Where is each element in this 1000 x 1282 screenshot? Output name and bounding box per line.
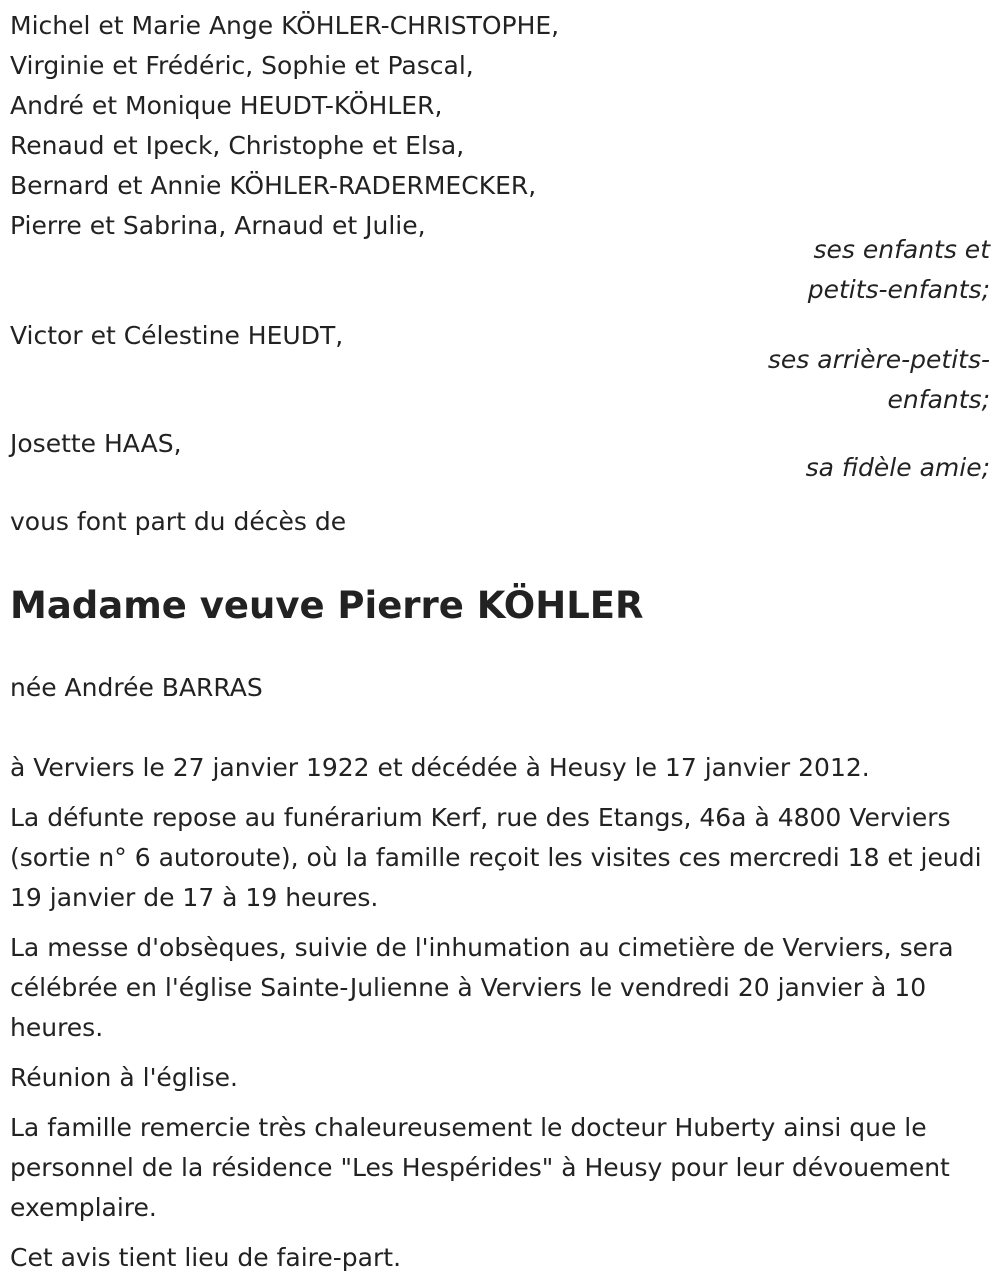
- family-line: Bernard et Annie KÖHLER-RADERMECKER,: [10, 171, 537, 200]
- role-line: ses enfants et: [813, 235, 990, 264]
- paragraph-dates: à Verviers le 27 janvier 1922 et décédée à Heusy le 17 janvier 2012.: [10, 753, 870, 782]
- role-line: sa fidèle amie;: [805, 453, 990, 482]
- obituary-notice: [10, 6, 990, 1278]
- paragraph-meeting: Réunion à l'église.: [10, 1063, 238, 1092]
- paragraph-thanks: La famille remercie très chaleureusement le docteur Huberty ainsi que le personnel de la résidence "Les Hespérides" à Heusy pour leur dévouement exemplaire.: [10, 1113, 950, 1222]
- family-line: Pierre et Sabrina, Arnaud et Julie,: [10, 211, 426, 240]
- body-paragraphs: [10, 748, 990, 1278]
- intro-text: [10, 502, 990, 542]
- family-line: Josette HAAS,: [10, 429, 182, 458]
- role-line: ses arrière-petits-: [767, 345, 990, 374]
- family-line: Renaud et Ipeck, Christophe et Elsa,: [10, 131, 465, 160]
- family-line: Virginie et Frédéric, Sophie et Pascal,: [10, 51, 474, 80]
- role-line: enfants;: [887, 385, 990, 414]
- paragraph-closing: Cet avis tient lieu de faire-part.: [10, 1243, 402, 1272]
- family-line: André et Monique HEUDT-KÖHLER,: [10, 91, 443, 120]
- family-line: Victor et Célestine HEUDT,: [10, 321, 344, 350]
- birth-name: née Andrée BARRAS: [10, 673, 263, 702]
- paragraph-funeral: La messe d'obsèques, suivie de l'inhumation au cimetière de Verviers, sera célébrée en l'église Sainte-Julienne à Verviers le vendredi 20 janvier à 10 heures.: [10, 933, 954, 1042]
- deceased-name: Madame veuve Pierre KÖHLER: [10, 584, 644, 627]
- intro-line: vous font part du décès de: [10, 507, 347, 536]
- family-line: Michel et Marie Ange KÖHLER-CHRISTOPHE,: [10, 11, 560, 40]
- children-list: [10, 6, 990, 246]
- paragraph-visitation: La défunte repose au funérarium Kerf, rue des Etangs, 46a à 4800 Verviers (sortie n° 6 autoroute), où la famille reçoit les visites ces mercredi 18 et jeudi 19 janvier de 17 à 19 heures.: [10, 803, 982, 912]
- role-line: petits-enfants;: [807, 275, 990, 304]
